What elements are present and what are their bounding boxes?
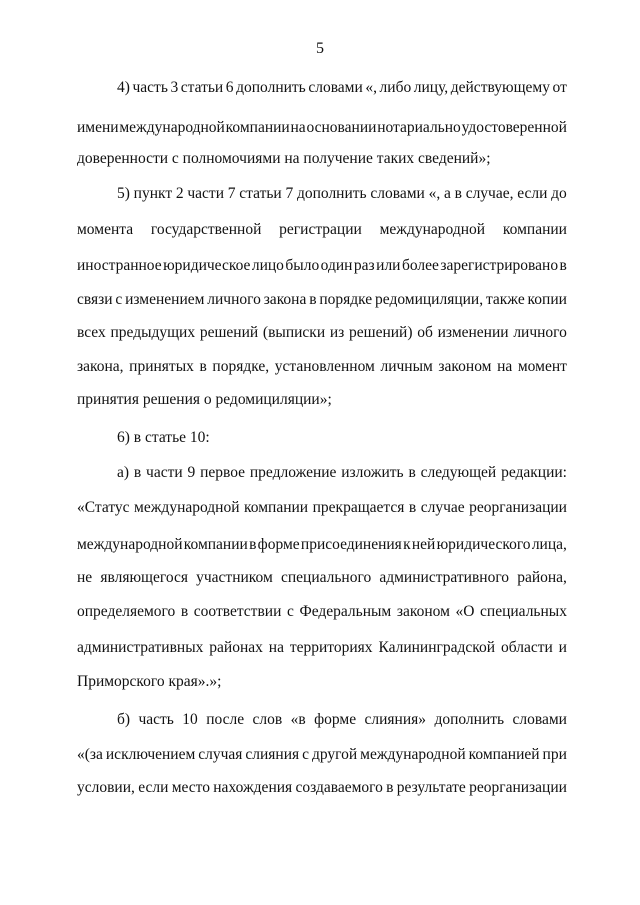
text-line: закона, принятых в порядке, установленном личным законом на момент (77, 358, 567, 375)
text-line: принятия решения о редомициляции»; (77, 391, 332, 408)
text-line: административных районах на территориях Калининградской области и (77, 639, 567, 656)
text-line: доверенности с полномочиями на получение таких сведений»; (77, 150, 491, 167)
text-line: имени международной компании на основании нотариально удостоверенной (77, 119, 567, 136)
text-line: Приморского края».»; (77, 673, 222, 690)
text-line: всех предыдущих решений (выписки из решений) об изменении личного (77, 324, 567, 341)
text-line: не являющегося участником специального административного района, (77, 569, 567, 586)
text-line: условии, если место нахождения создаваемого в результате реорганизации (77, 779, 567, 796)
text-line: международной компании в форме присоединения к ней юридического лица, (77, 536, 567, 553)
text-line: иностранное юридическое лицо было один раз или более зарегистрировано в (77, 257, 567, 274)
text-line: «Статус международной компании прекращается в случае реорганизации (77, 499, 567, 516)
text-line: 5) пункт 2 части 7 статьи 7 дополнить словами «, а в случае, если до (117, 185, 567, 202)
text-line: связи с изменением личного закона в порядке редомициляции, также копии (77, 291, 567, 308)
text-line: б) часть 10 после слов «в форме слияния» дополнить словами (117, 711, 567, 728)
text-line: 6) в статье 10: (117, 429, 210, 446)
text-line: а) в части 9 первое предложение изложить в следующей редакции: (117, 464, 567, 481)
text-line: момента государственной регистрации международной компании (77, 221, 567, 238)
text-line: «(за исключением случая слияния с другой международной компанией при (77, 746, 567, 763)
text-line: определяемого в соответствии с Федеральным законом «О специальных (77, 603, 567, 620)
text-line: 4) часть 3 статьи 6 дополнить словами «, либо лицу, действующему от (117, 79, 567, 96)
page-number: 5 (316, 40, 324, 57)
